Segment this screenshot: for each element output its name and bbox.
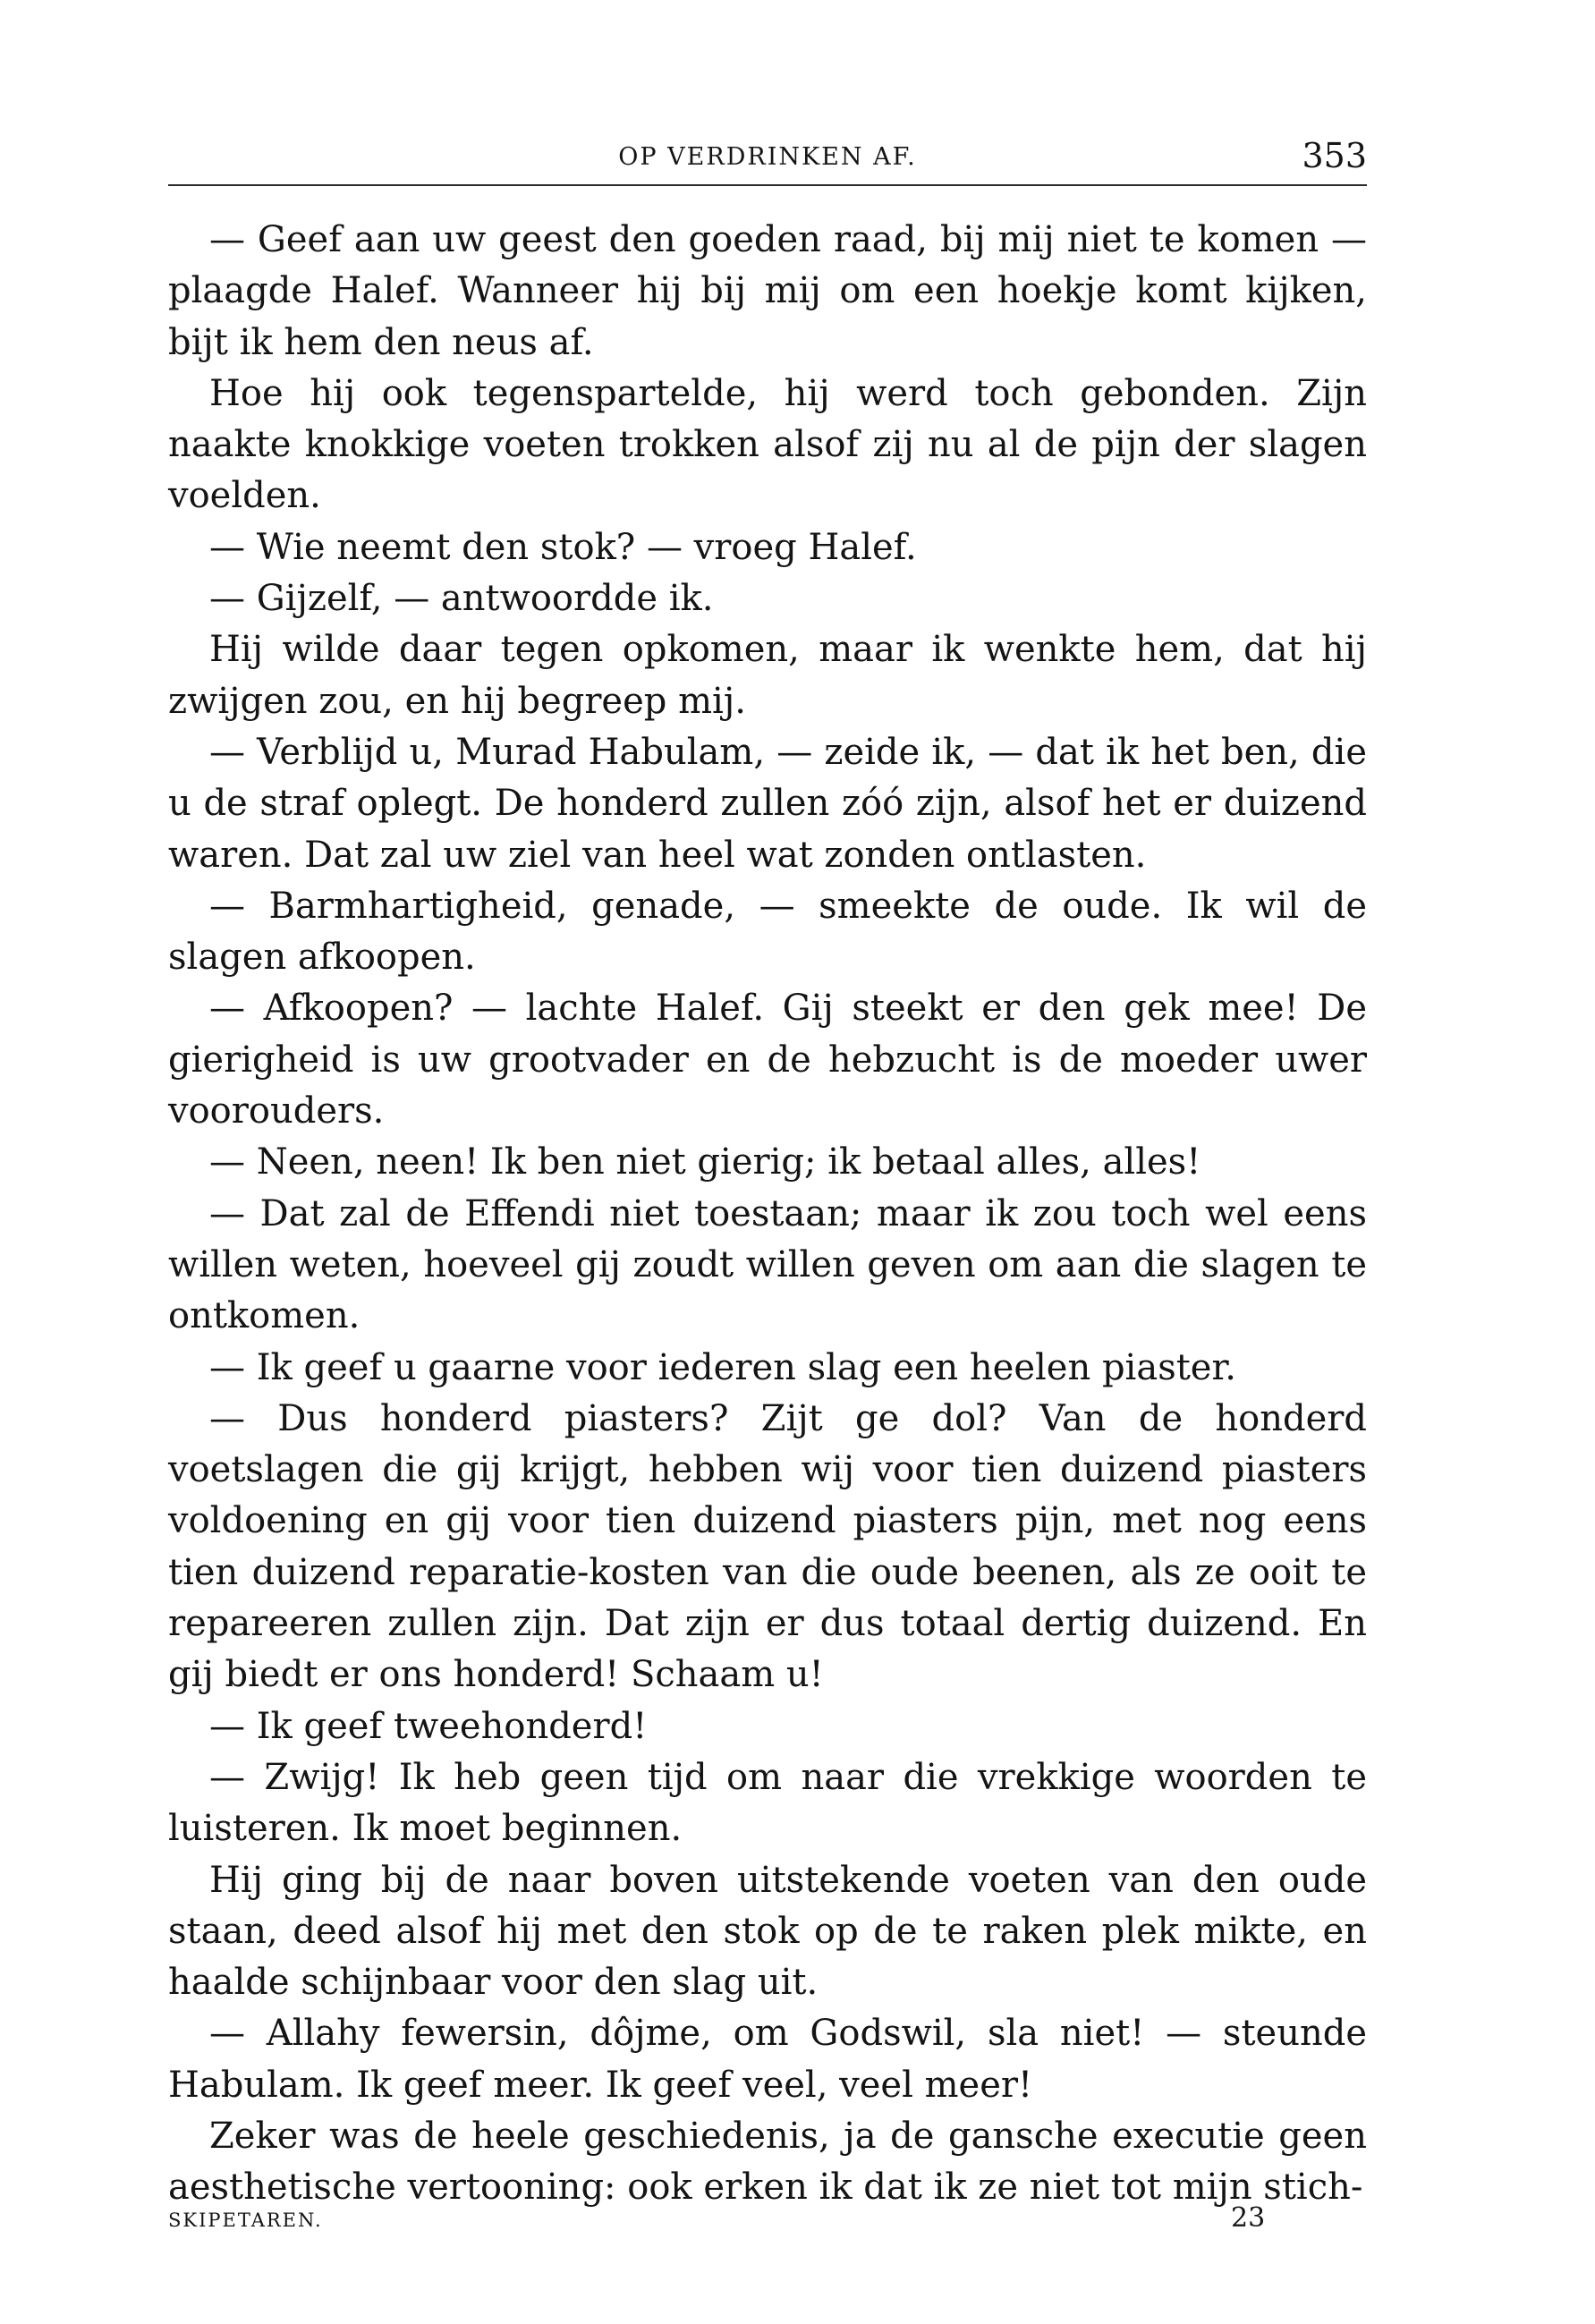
- running-title: OP VERDRINKEN AF.: [618, 143, 917, 171]
- paragraph: — Gijzelf, — antwoordde ik.: [209, 578, 714, 620]
- paragraph: — Dat zal de Effendi niet toestaan; maar ik zou toch wel eens willen weten, hoeveel gij zoudt willen geven om aan die slagen te ontkomen.: [168, 1192, 1367, 1337]
- body-text: [168, 215, 1367, 2214]
- paragraph: — Zwijg! Ik heb geen tijd om naar die vrekkige woorden te luisteren. Ik moet beginnen.: [168, 1756, 1367, 1850]
- paragraph: — Ik geef tweehonderd!: [209, 1705, 648, 1747]
- paragraph: — Barmhartigheid, genade, — smeekte de oude. Ik wil de slagen afkoopen.: [168, 885, 1367, 979]
- paragraph: — Verblijd u, Murad Habulam, — zeide ik, — dat ik het ben, die u de straf oplegt. De honderd zullen zóó zijn, alsof het er duizend waren. Dat zal uw ziel van heel wat zonden ontlasten.: [168, 731, 1367, 876]
- paragraph: — Ik geef u gaarne voor iederen slag een heelen piaster.: [209, 1346, 1236, 1388]
- paragraph: Hij wilde daar tegen opkomen, maar ik wenkte hem, dat hij zwijgen zou, en hij begreep mij.: [168, 629, 1367, 722]
- running-head: [168, 134, 1367, 186]
- paragraph: Zeker was de heele geschiedenis, ja de gansche executie geen aesthetische vertooning: ook erken ik dat ik ze niet tot mijn stich-: [168, 2115, 1367, 2209]
- signature-mark: SKIPETAREN.: [168, 2209, 323, 2231]
- page-footer: [168, 2202, 1367, 2238]
- paragraph: — Afkoopen? — lachte Halef. Gij steekt er den gek mee! De gierigheid is uw grootvader en de hebzucht is de moeder uwer voorouders.: [168, 988, 1367, 1132]
- paragraph: — Geef aan uw geest den goeden raad, bij mij niet te komen — plaagde Halef. Wanneer hij bij mij om een hoekje komt kijken, bijt ik hem den neus af.: [168, 219, 1367, 363]
- paragraph: — Neen, neen! Ik ben niet gierig; ik betaal alles, alles!: [209, 1141, 1201, 1183]
- paragraph: Hij ging bij de naar boven uitstekende voeten van den oude staan, deed alsof hij met den stok op de te raken plek mikte, en haalde schijnbaar voor den slag uit.: [168, 1859, 1367, 2004]
- sheet-number: 23: [1231, 2202, 1266, 2234]
- paragraph: — Allahy fewersin, dôjme, om Godswil, sla niet! — steunde Habulam. Ik geef meer. Ik geef veel, veel meer!: [168, 2013, 1367, 2106]
- paragraph: — Dus honderd piasters? Zijt ge dol? Van de honderd voetslagen die gij krijgt, hebben wij voor tien duizend piasters voldoening en gij voor tien duizend piasters pijn, met nog eens tien duizend reparatie-kosten van die oude beenen, als ze ooit te repareeren zullen zijn. Dat zijn er dus totaal dertig duizend. En gij biedt er ons honderd! Schaam u!: [168, 1397, 1367, 1696]
- paragraph: — Wie neemt den stok? — vroeg Halef.: [209, 526, 917, 568]
- page-number: 353: [1302, 136, 1367, 175]
- paragraph: Hoe hij ook tegenspartelde, hij werd toch gebonden. Zijn naakte knokkige voeten trokken alsof zij nu al de pijn der slagen voelden.: [168, 372, 1367, 517]
